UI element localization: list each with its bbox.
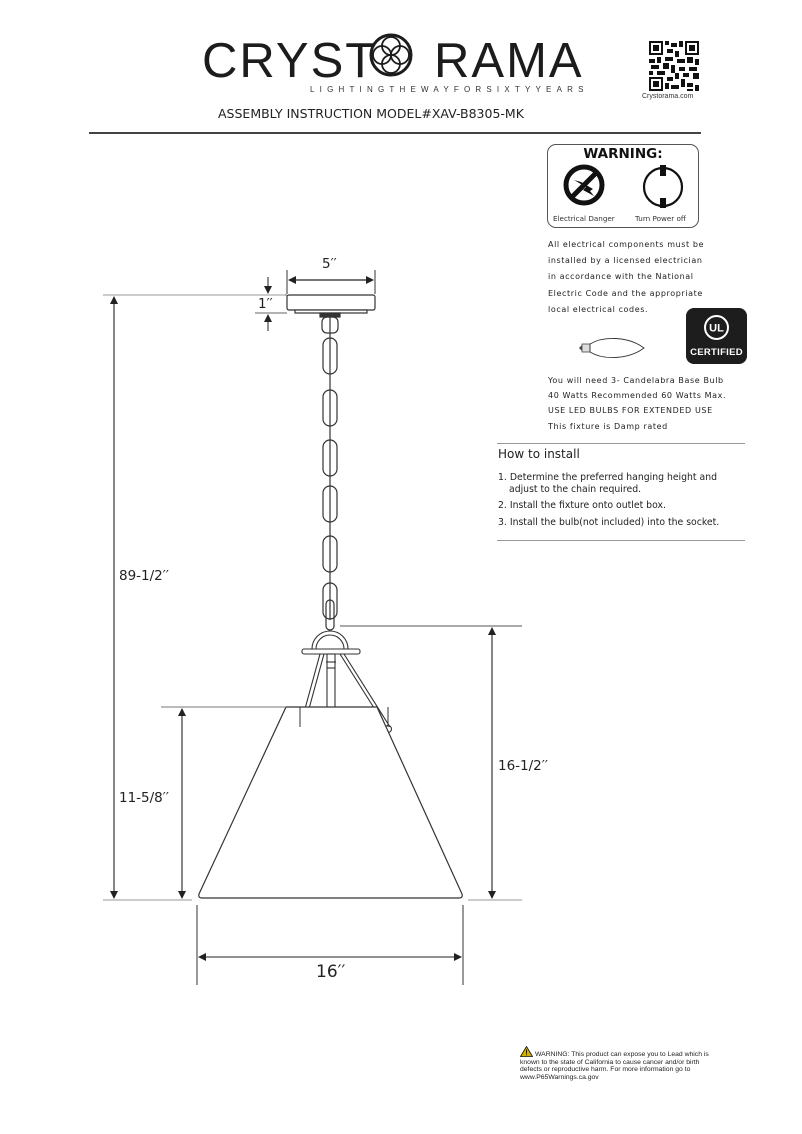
note-line: local electrical codes. [548, 304, 649, 314]
brand-tagline: LIGHTINGTHEWAYFORSIXTYYEARS [310, 85, 589, 94]
howto-title: How to install [498, 447, 580, 461]
qr-caption: Crystorama.com [642, 93, 694, 100]
note-line: in accordance with the National [548, 272, 694, 282]
dim-overall-height: 89-1/2′′ [119, 568, 169, 584]
dim-shade-height: 11-5/8′′ [119, 790, 169, 806]
electrical-danger-label: Electrical Danger [553, 214, 615, 223]
prop65-warning [520, 1046, 712, 1081]
chain [322, 317, 338, 630]
howto-step: 1. Determine the preferred hanging height and adjust to the chain required. [498, 472, 718, 495]
shade [199, 707, 462, 898]
howto-step: 2. Install the fixture onto outlet box. [498, 500, 666, 511]
svg-text:UL: UL [709, 322, 724, 335]
brand-name-right: RAMA [434, 34, 584, 88]
dim-shade-width: 16′′ [316, 962, 346, 982]
document-title: ASSEMBLY INSTRUCTION MODEL#XAV-B8305-MK [218, 106, 524, 121]
brand-name-left: CRYST [202, 34, 378, 88]
dim-canopy-height: 1′′ [258, 296, 273, 312]
howto-step: 3. Install the bulb(not included) into the socket. [498, 516, 720, 528]
canopy [287, 295, 375, 317]
turn-power-off-label: Turn Power off [635, 214, 686, 223]
bulb-note-line: USE LED BULBS FOR EXTENDED USE [548, 406, 713, 416]
bulb-note-line: 40 Watts Recommended 60 Watts Max. [548, 391, 727, 401]
note-line: installed by a licensed electrician [548, 256, 703, 266]
bulb-note-line: You will need 3- Candelabra Base Bulb [548, 376, 724, 385]
note-line: Electric Code and the appropriate [548, 288, 703, 298]
bulb-note-line: This fixture is Damp rated [548, 421, 668, 431]
warning-triangle-icon [520, 1046, 533, 1057]
dim-canopy-width: 5′′ [322, 256, 337, 272]
ul-certified-label: CERTIFIED [690, 347, 743, 358]
prop65-text: WARNING: This product can expose you to Lead which is known to the state of California to cause cancer and/or birth defects or reproductive harm. For more information go to www.P65Warnings.ca.gov [520, 1051, 709, 1081]
warning-title: WARNING: [583, 146, 663, 162]
note-line: All electrical components must be [548, 240, 705, 249]
dim-body-height: 16-1/2′′ [498, 758, 548, 774]
